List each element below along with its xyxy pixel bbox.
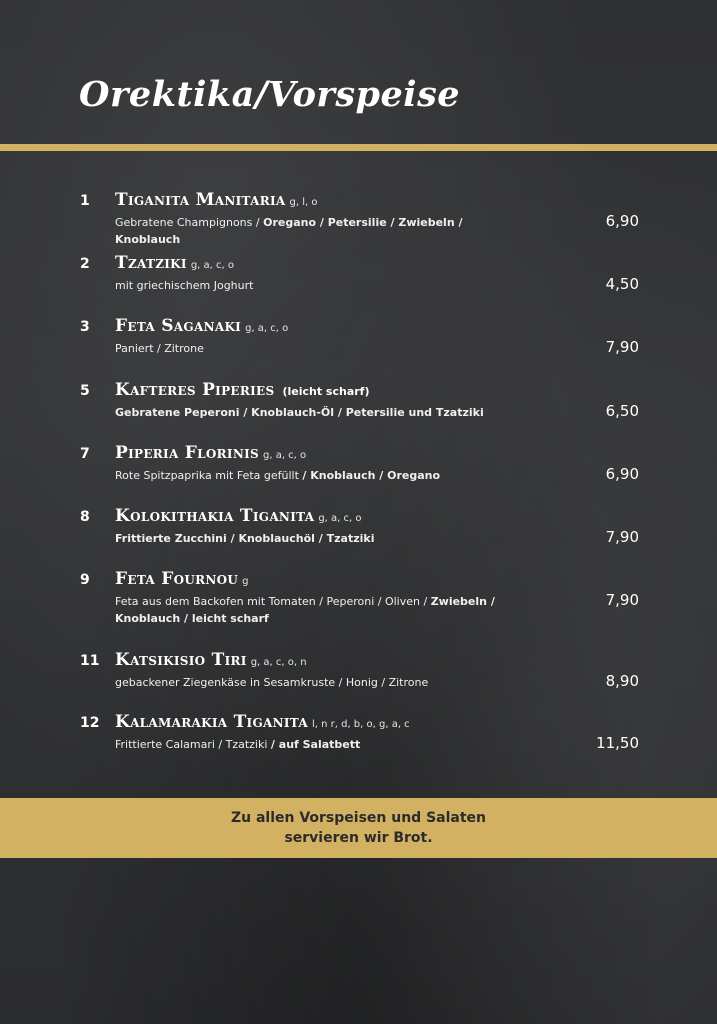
item-name: Tzatziki — [115, 253, 187, 273]
item-description — [115, 404, 515, 421]
bread-notice-line-1: Zu allen Vorspeisen und Salaten — [230, 810, 487, 826]
item-name: Feta Saganaki — [115, 316, 242, 336]
item-name: Kalamarakia Tiganita — [115, 712, 308, 732]
item-allergens: g — [242, 576, 249, 587]
item-description-plain: Feta aus dem Backofen mit Tomaten / Peperoni / Oliven / — [115, 595, 431, 608]
item-price: 7,90 — [605, 528, 639, 546]
item-price: 6,90 — [605, 465, 639, 483]
item-description-bold: / Knoblauch / Oregano — [302, 469, 441, 482]
item-price: 7,90 — [605, 591, 639, 609]
item-allergens: g, a, c, o — [262, 450, 307, 461]
item-name: Kafteres Piperies — [115, 380, 275, 400]
item-description-plain: Paniert / Zitrone — [115, 342, 204, 355]
item-price: 4,50 — [605, 275, 639, 293]
item-spice-note: (leicht scharf) — [282, 385, 370, 398]
item-description — [115, 736, 515, 753]
item-allergens: g, a, c, o — [318, 513, 362, 524]
item-number: 7 — [80, 446, 90, 462]
item-number: 3 — [80, 319, 90, 335]
item-allergens: g, a, c, o — [190, 260, 234, 271]
item-description — [115, 214, 515, 248]
title-divider — [0, 144, 717, 151]
item-description — [115, 467, 515, 484]
item-description — [115, 530, 515, 547]
item-header — [115, 190, 317, 210]
item-price: 6,90 — [605, 212, 639, 230]
item-description-plain: mit griechischem Joghurt — [115, 279, 254, 292]
item-name: Tiganita Manitaria — [115, 190, 286, 210]
page-title: Orektika/Vorspeise — [79, 74, 461, 115]
item-name: Feta Fournou — [115, 569, 239, 589]
item-description-bold: Frittierte Zucchini / Knoblauchöl / Tzatziki — [115, 532, 375, 545]
item-number: 5 — [80, 383, 90, 399]
item-description — [115, 340, 515, 357]
item-name: Kolokithakia Tiganita — [115, 506, 315, 526]
item-description-plain: Rote Spitzpaprika mit Feta gefüllt — [115, 469, 303, 482]
item-description — [115, 593, 495, 627]
item-price: 11,50 — [596, 734, 639, 752]
item-number: 1 — [80, 193, 90, 209]
item-description-plain: gebackener Ziegenkäse in Sesamkruste / Honig / Zitrone — [115, 676, 429, 689]
item-number: 11 — [80, 653, 100, 669]
item-allergens: g, a, c, o — [245, 323, 289, 334]
item-allergens: g, l, o — [289, 197, 318, 208]
item-header — [115, 569, 249, 589]
item-header — [115, 443, 306, 463]
item-description-plain: Gebratene Champignons / — [115, 216, 264, 229]
item-price: 7,90 — [605, 338, 639, 356]
item-description-plain: Frittierte Calamari / Tzatziki — [115, 738, 271, 751]
item-description-bold: / auf Salatbett — [270, 738, 361, 751]
bread-notice-line-2: servieren wir Brot. — [284, 830, 433, 846]
item-price: 6,50 — [605, 402, 639, 420]
item-description — [115, 277, 515, 294]
item-name: Katsikisio Tiri — [115, 650, 247, 670]
item-description-bold: Oregano / Petersilie / Zwiebeln / Knoblauch — [115, 216, 463, 246]
item-description-bold: Zwiebeln / Knoblauch / leicht scharf — [115, 595, 495, 625]
item-number: 8 — [80, 509, 90, 525]
item-number: 12 — [80, 715, 100, 731]
item-price: 8,90 — [605, 672, 639, 690]
item-header — [115, 316, 288, 336]
item-header — [115, 380, 369, 400]
item-header — [115, 650, 307, 670]
item-name: Piperia Florinis — [115, 443, 259, 463]
item-allergens: l, n r, d, b, o, g, a, c — [311, 719, 410, 730]
item-header — [115, 506, 361, 526]
item-description — [115, 674, 515, 691]
item-header — [115, 712, 410, 732]
item-number: 2 — [80, 256, 90, 272]
item-description-bold: Gebratene Peperoni / Knoblauch-Öl / Petersilie und Tzatziki — [115, 406, 484, 419]
bread-notice-banner — [0, 798, 717, 858]
item-allergens: g, a, c, o, n — [250, 657, 307, 668]
item-header — [115, 253, 234, 273]
item-number: 9 — [80, 572, 90, 588]
